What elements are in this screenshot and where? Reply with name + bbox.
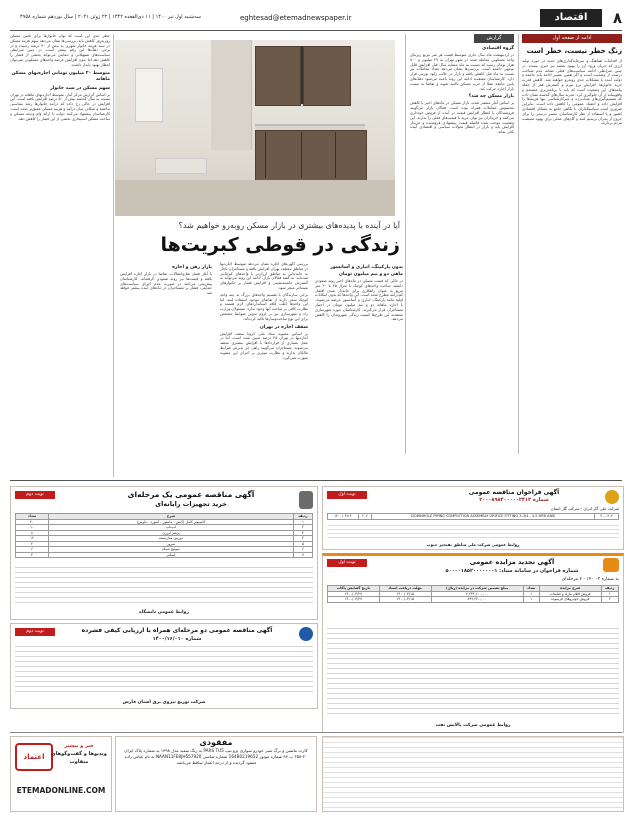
ad-tender-1-desc: DOWNHOLE PIPING COMPLETION ASSEMBLY ORIFICE FITTING 3-3/4 - 4.5 MFB ANSI: [372, 514, 595, 520]
ad-tender-2-col-2: شرح: [49, 514, 294, 520]
page-header: [10, 8, 622, 31]
table-cell: ۵: [294, 541, 313, 547]
ad-auction-table: [327, 585, 619, 603]
ad-site-line-2: ویدیوها و گفت‌وگوهای: [51, 751, 107, 757]
table-cell: ۱۴۰۰/۰۴/۱۵: [379, 591, 431, 597]
ad-auction-col-4: مبلغ تضمین شرکت در مزایده (ریال): [431, 586, 523, 592]
table-cell: ۸۹۹,۴۲۰,۰۰۰: [431, 597, 523, 603]
ad-tender-1-title: آگهی فراخوان مناقصه عمومی: [468, 489, 560, 496]
table-cell: ۱: [601, 591, 618, 597]
table-row: [16, 552, 313, 558]
right-column-tag: ادامه از صفحه اول: [522, 34, 622, 43]
table-cell: ۱۴۰۰/۰۴/۲۷: [328, 597, 380, 603]
table-cell: ۲۰: [16, 519, 49, 525]
ad-tender-3: [10, 623, 318, 709]
ad-tender-1-org: شرکت ملی گاز ایران - شرکت گاز استان: [550, 506, 619, 511]
ad-tender-2-col-1: ردیف: [294, 514, 313, 520]
middle-column-body-1: در اردیبهشت ماه سال جاری متوسط قیمت هر متر مربع زیربنای واحد مسکونی معامله شده در شهر تهران به ۲۹ میلیون و ۸۰۰ هزار تومان رسید که نسبت به ماه مشابه سال قبل افزایش قابل توجهی داشته است. بررسی‌ها نشان می‌دهد تعداد معاملات نیز نسبت به ماه قبل کاهش یافته و بازار در حالت رکود تورمی قرار دارد. کارشناسان معتقدند ادامه این روند باعث می‌شود دهک‌های پایین جامعه عملا از خرید مسکن ناامید شوند و تقاضا به سمت بازار اجاره حرکت کند.: [410, 52, 514, 91]
right-column-body: از اقدامات هماهنگ و سرمایه‌گذاری‌های جدید در حوزه تولید ارزی که جریان ورود ارز را بهبود بخشد نیز خبری نیست. در چنین شرایطی ادامه سیاست‌های فعلی نشانه عدم شناخت درست از وضعیت است و اگر همین مسیر ادامه یابد جامعه و دولت آینده با مشکلات جدی روبه‌رو خواهند شد. کاهش قدرت خرید خانوارها، افزایش نرخ تورم و گسترش فقر از جمله پیامدهای این وضعیت است که باید با برنامه‌ریزی منسجم و واقع‌بینانه از آن جلوگیری کرد. تجربه سال‌های گذشته نشان داده که تصمیم‌گیری‌های شتاب‌زده و غیرکارشناسی تنها هزینه‌ها را افزایش داده و اعتماد عمومی را کاهش داده است. بنابراین ضروری است سیاستگذاران با نگاهی جامع به مسائل اقتصادی کشور و با استفاده از نظر کارشناسان، مسیر درستی را برای خروج از بحران ترسیم کنند و گام‌های عملی برای بهبود معیشت مردم بردارند.: [522, 58, 622, 126]
ad-tender-1-table: [327, 513, 619, 520]
ad-tender-2-table: [15, 513, 313, 558]
table-cell: فروش خودروهای فرسوده: [539, 597, 601, 603]
ad-tender-1-number: شماره ۲۰۰۰۸۹۸۴۰۰۰۰۰۲۴۱۲: [479, 497, 549, 503]
middle-column-body-2: بر اساس آمار منتشر شده، بازار مسکن در ماه‌های اخیر با کاهش محسوس معاملات همراه بوده است. فعالان بازار می‌گویند فروشندگان با انتظار افزایش قیمت در آینده از فروش خودداری می‌کنند و خریداران نیز توان خرید با قیمت‌های فعلی را ندارند. این وضعیت موجب شده فاصله قیمت پیشنهادی فروشنده و خریدار افزایش یابد و بازار در انتظار تحولات سیاسی و اقتصادی آینده باقی بماند.: [410, 100, 514, 135]
ad-auction-col-1: ردیف: [601, 586, 618, 592]
ad-auction-footer: روابط عمومی شرکت پالایش نفت: [435, 723, 511, 728]
feature-sub-1: بدون پارکینگ، انباری و آسانسور: [330, 265, 403, 270]
table-cell: سرور: [49, 541, 294, 547]
ad-auction-col-3: تعداد: [523, 586, 539, 592]
table-cell: ۱: [294, 519, 313, 525]
ad-auction-col-5: مهلت دریافت اسناد: [379, 586, 431, 592]
ad-site-url[interactable]: ETEMADONLINE.COM: [16, 786, 106, 795]
feature-body-4: بر اساس مصوبه ستاد ملی کرونا سقف افزایش اجاره‌بها در تهران ۲۵ درصد تعیین شده است، اما در عمل بسیاری از قراردادها با افزایش بیشتری منعقد می‌شوند. مستاجران می‌گویند راهی جز پذیرش شرایط مالکان ندارند و نظارت موثری بر اجرای این مصوبه صورت نمی‌گیرد.: [220, 330, 308, 360]
ad-site-line-1: خبر و بیشتر: [64, 743, 94, 749]
ad-tender-1-qty: ۲۰۲: [358, 514, 371, 520]
ad-placeholder-right: [322, 736, 624, 812]
ad-site: [10, 736, 112, 812]
feature-kicker: آیا در آینده با پدیده‌های بیشتری در بازار مسکن روبه‌رو خواهیم شد؟: [178, 221, 400, 230]
table-cell: ۴: [294, 536, 313, 542]
ad-auction-col-6: تاریخ گشایش پاکات: [328, 586, 380, 592]
section-label: اقتصاد: [540, 9, 602, 27]
table-cell: سوئیچ شبکه: [49, 547, 294, 553]
table-cell: ۶: [294, 547, 313, 553]
table-cell: ۲: [601, 597, 618, 603]
feature-col-2: [220, 262, 308, 477]
left-column-body-1: خطر جدی این است که توان خانوارها برای تامین مسکن روزبه‌روز کاهش یابد. بررسی‌ها نشان می‌دهد سهم هزینه مسکن در سبد هزینه خانوار شهری به بیش از ۴۰ درصد رسیده و در برخی دهک‌ها این رقم بیشتر است. در چنین شرایطی سیاست‌های تسهیلاتی و حمایتی می‌تواند بخشی از فشار را کاهش دهد اما بدون افزایش عرضه واحدهای مسکونی نمی‌توان انتظار بهبود پایدار داشت.: [10, 34, 110, 67]
feature-body-3: برخی سازندگان با تقسیم واحدهای بزرگ به چند واحد کوچک سعی دارند از تقاضای موجود استفاده کنند. اما این واحدها اغلب فاقد استانداردهای لازم هستند و نظارت کافی بر ساخت آنها وجود ندارد. مسئولان وزارت راه و شهرسازی نیز بر لزوم تدوین ضوابط مشخص برای این نوع ساخت‌وسازها تاکید کرده‌اند.: [220, 291, 308, 321]
feature-col-1: [315, 262, 403, 477]
middle-column-byline: گروه اقتصادی: [482, 46, 514, 51]
ad-auction-number: شماره فراخوان در سامانه ستاد: ۵۰۰۰۰۱۸۵۲۰۰۰۰۰۰۰۱: [445, 568, 579, 574]
feature-subhead-3: سقف اجاره در تهران: [259, 324, 308, 330]
right-column-title: زنگ خطر نیست، خطر است: [526, 47, 622, 55]
kitchen-photo: [115, 40, 395, 216]
middle-column-subhead: بازار مسکن چه شد؟: [468, 94, 514, 100]
refinery-logo: [603, 558, 619, 572]
left-column-subhead-1: متوسط ۲۰ میلیون تومانی اجاره‌بهای مسکن ماهانه: [11, 70, 110, 82]
table-cell: اسکنر: [49, 552, 294, 558]
table-cell: ۲,۶۳۴,۶۰۰,۰۰۰: [431, 591, 523, 597]
table-row: [328, 597, 619, 603]
ad-lost-body: کارت ماشین و برگ سبز خودرو سواری پژو تیپ PARS TU5 به رنگ سفید مدل ۱۳۹۸ به شماره پلاک ایران ۲۰-۶۵۸ ب ۹۶ شماره موتور 164B0219652 شماره شاسی NAAN11FE8JH557920 به نام عباس زاده مفقود گردیده و از درجه اعتبار ساقط می‌باشد.: [124, 748, 308, 765]
section-email[interactable]: eghtesad@etemadnewspaper.ir: [240, 14, 352, 22]
ad-auction-title: آگهی تجدید مزایده عمومی: [469, 558, 555, 566]
university-logo: [299, 491, 313, 509]
ad-tender-3-badge: نوبت دوم: [15, 628, 55, 636]
table-cell: ۱: [523, 597, 539, 603]
middle-column-tag: گزارش: [474, 34, 514, 43]
ad-tender-1-footer: روابط عمومی شرکت ملی مناطق نفتخیز جنوب: [426, 542, 520, 547]
table-cell: ۲: [16, 541, 49, 547]
right-column: [522, 34, 622, 454]
table-cell: لپ‌تاپ: [49, 525, 294, 531]
feature-col-3: [120, 262, 212, 477]
ad-tender-2: [10, 486, 318, 620]
table-cell: ۱۴۰۰/۰۴/۲۷: [328, 591, 380, 597]
feature-body-2: بررسی آگهی‌های اجاره نشان می‌دهد متوسط اجاره‌بها در مناطق مختلف تهران افزایش یافته و مستاجران ناچار به جابه‌جایی به مناطق ارزان‌تر یا واحدهای کوچک‌تر شده‌اند. به گفته فعالان بازار، ادامه این روند می‌تواند به گسترش حاشیه‌نشینی و افزایش فشار بر خانوارهای مستاجر منجر شود.: [220, 262, 308, 290]
table-cell: ۱: [523, 591, 539, 597]
table-cell: ۶: [16, 547, 49, 553]
ad-tender-2-subtitle: خرید تجهیزات رایانه‌ای: [155, 500, 227, 508]
ad-tender-2-footer: روابط عمومی دانشگاه: [139, 610, 189, 615]
ad-tender-1: [322, 486, 624, 550]
ad-lost-title: مفقودی: [199, 738, 233, 747]
feature-body-1: در حالی که قیمت مسکن در ماه‌های اخیر روند صعودی داشته، ساخت واحدهای کوچک با متراژ ۲۵ تا ۳۰ متر مربع به عنوان راهکاری برای خانه‌دار شدن اقشار کم‌درآمد مطرح شده است. این واحدها که بدون امکانات اولیه مانند پارکینگ، انباری و آسانسور عرضه می‌شوند، با اجاره ماهانه دو و نیم میلیون تومان در اختیار مستاجران قرار می‌گیرند. کارشناسان حوزه شهرسازی معتقدند این طرح‌ها کیفیت زندگی شهروندان را کاهش می‌دهد.: [315, 278, 403, 322]
ad-tender-3-footer: شرکت توزیع نیروی برق استان فارس: [122, 700, 206, 705]
table-cell: ۱۰: [16, 525, 49, 531]
table-cell: کامپیوتر کامل (کیس - مانیتور - کیبورد - ماوس): [49, 519, 294, 525]
ad-auction-subtitle: به شماره ۳-۱۴۰۰ - ۲ مرحله‌ای: [561, 577, 619, 582]
table-cell: ۱۲: [16, 536, 49, 542]
table-cell: ۸: [16, 530, 49, 536]
ad-tender-3-number: شماره ۱۴۰۰/۱۶/۰۱۰: [152, 636, 202, 642]
table-cell: پرینتر لیزری: [49, 530, 294, 536]
middle-column: [410, 34, 514, 454]
table-cell: ۷: [294, 552, 313, 558]
page-number: ۸: [612, 9, 622, 27]
table-cell: دوربین مداربسته: [49, 536, 294, 542]
ad-tender-2-col-3: تعداد: [16, 514, 49, 520]
gas-logo: [605, 490, 619, 504]
ad-tender-1-badge: نوبت اول: [327, 491, 367, 499]
table-cell: ۳: [294, 530, 313, 536]
ad-auction-col-2: شرح مزایده: [539, 586, 601, 592]
left-column: [10, 34, 110, 477]
ad-tender-1-date: ۱۴۰۰/۰۴/۱۴: [328, 514, 359, 520]
ad-site-line-3: متفاوت: [69, 759, 89, 765]
etemad-logo: اعتماد: [15, 743, 53, 771]
dateline: سه‌شنبه اول تیر ۱۴۰۰ | ۱۱ ذی‌القعده ۱۴۴۲ | ۲۲ ژوئن ۲۰۲۱ | سال نوزدهم شماره ۴۹۵۸: [20, 14, 201, 20]
feature-title: زندگی در قوطی کبریت‌ها: [160, 234, 400, 256]
ad-auction: [322, 553, 624, 733]
ad-tender-2-badge: نوبت دوم: [15, 491, 55, 499]
feature-body-5: با آغاز فصل نقل‌وانتقالات، تقاضا در بازار اجاره افزایش یافته و قیمت‌ها نیز روند صعودی گرفته‌اند. کارشناسان پیش‌بینی می‌کنند در صورت عدم اجرای سیاست‌های حمایتی، فشار بر مستاجران در ماه‌های آینده بیشتر خواهد شد.: [120, 271, 212, 296]
ad-tender-2-title: آگهی مناقصه عمومی یک مرحله‌ای: [127, 490, 255, 499]
left-column-subhead-2: سهم مسکن در سبد خانوار: [50, 85, 110, 91]
table-cell: ۴: [16, 552, 49, 558]
ad-auction-badge: نوبت اول: [327, 559, 367, 567]
feature-sub-2: ماهی دو و نیم میلیون تومان: [338, 272, 403, 277]
feature-subhead-4: بازار رهن و اجاره: [172, 265, 212, 270]
table-cell: ۲: [294, 525, 313, 531]
power-company-logo: [299, 627, 313, 641]
table-cell: ۱۴۰۰/۰۴/۱۵: [379, 597, 431, 603]
left-column-body-2: بر اساس گزارش مرکز آمار، متوسط اجاره‌بهای ماهانه در تهران نسبت به سال گذشته بیش از ۵۰ درصد افزایش یافته است. این افزایش در حالی رخ داده که درآمد خانوارها رشد متناسبی نداشته و شکاف میان درآمد و هزینه مسکن عمیق‌تر شده است. کارشناسان پیشنهاد می‌کنند دولت با ارائه وام ودیعه مسکن و ساخت مسکن استیجاری بخشی از این فشار را کاهش دهد.: [10, 91, 110, 121]
table-cell: فروش اقلام مازاد و ضایعات: [539, 591, 601, 597]
ad-tender-1-code: ۴۰۰-۲۰۲: [595, 514, 619, 520]
ad-tender-3-title: آگهی مناقصه عمومی دو مرحله‌ای همراه با ارزیابی کیفی فشرده: [81, 627, 273, 634]
ad-lost: [115, 736, 317, 812]
